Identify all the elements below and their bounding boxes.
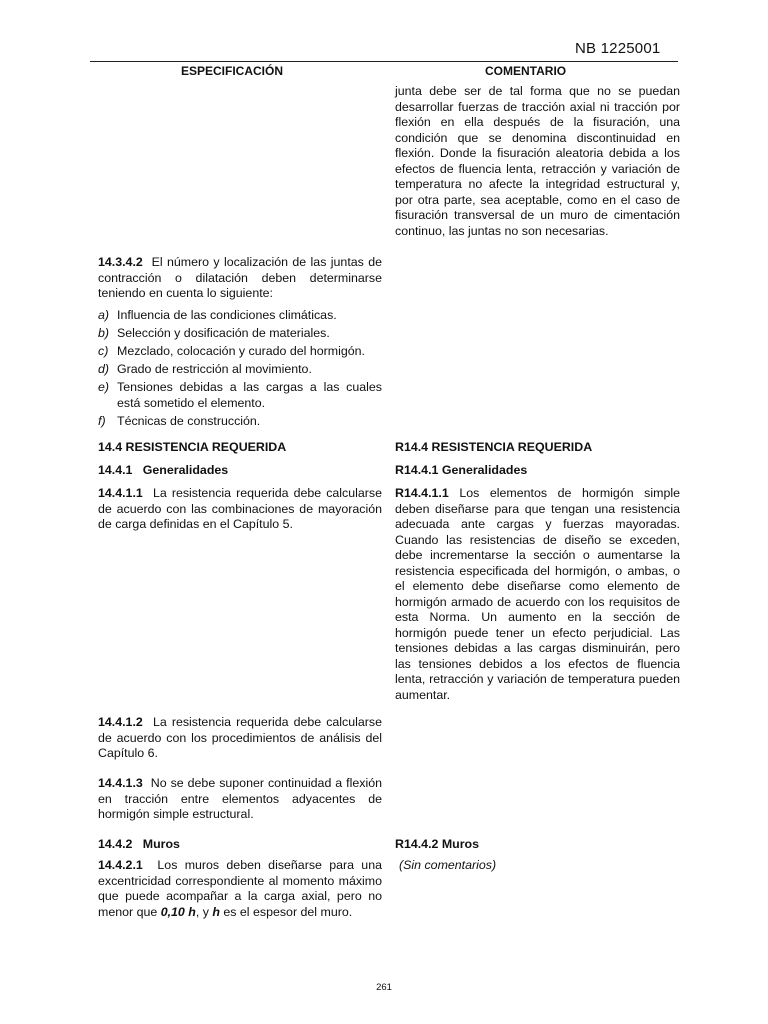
heading-14-4-2: 14.4.2 Muros: [98, 837, 180, 851]
section-text: El número y localización de las juntas de contracción o dilatación deben determinarse teniendo en cuenta lo siguiente:: [98, 255, 383, 300]
list-item-label: e): [98, 380, 110, 394]
section-text: , y: [195, 904, 213, 919]
heading-r14-4-2: R14.4.2 Muros: [395, 837, 480, 851]
section-14-4-1-2: [98, 715, 382, 762]
section-text: La resistencia requerida debe calcularse de acuerdo con los procedimientos de análisis del Capítulo 6.: [98, 715, 382, 760]
commentary-text: Los elementos de hormigón simple deben diseñarse para que tengan una resistencia adecuada ante cargas y fuerzas mayoradas. Cuando las resistencias de diseño se exceden, debe incrementarse la sección o aumentarse la resistencia especificada del hormigón, o ambas, o el elemento debe diseñarse como elemento de hormigón armado de acuerdo con los requisitos de esta Norma. Un aumento en la sección de hormigón puede tener un efecto perjudicial. Las tensiones debidas a las cargas disminuirán, pero las tensiones debidos a los efectos de fluencia lenta, retracción y variación de temperatura pueden aumentar.: [395, 486, 680, 702]
section-text: Los muros deben diseñarse para una excentricidad correspondiente al momento máximo que puede acompañar a la carga axial, pero no menor que: [98, 858, 382, 919]
heading-14-4-1: 14.4.1 Generalidades: [98, 463, 229, 477]
heading-14-4: 14.4 RESISTENCIA REQUERIDA: [98, 440, 287, 454]
section-number: 14.3.4.2: [98, 255, 143, 269]
list-item-text: Tensiones debidas a las cargas a las cuales está sometido el elemento.: [117, 380, 382, 410]
list-item-text: Grado de restricción al movimiento.: [117, 362, 312, 376]
list-item-text: Influencia de las condiciones climáticas.: [117, 308, 337, 322]
commentary-no-comments: (Sin comentarios): [399, 858, 497, 872]
section-14-4-1-1: [98, 486, 382, 533]
section-number: 14.4.1.3: [98, 776, 143, 790]
list-item-text: Mezclado, colocación y curado del hormigón.: [117, 344, 365, 358]
commentary-r14-4-1-1: [395, 486, 680, 703]
section-14-4-1-3: [98, 776, 382, 823]
list-item-label: c): [98, 344, 109, 358]
section-text: No se debe suponer continuidad a flexión en tracción entre elementos adyacentes de hormigón simple estructural.: [98, 776, 382, 821]
list-item-label: f): [98, 414, 106, 428]
list-item-text: Técnicas de construcción.: [117, 414, 261, 428]
section-number: 14.4.2.1: [98, 858, 143, 872]
section-text: es el espesor del muro.: [219, 904, 353, 919]
eccentricity-value: 0,10 h: [160, 904, 196, 919]
thickness-variable: h: [212, 904, 220, 919]
column-header-specification: ESPECIFICACIÓN: [181, 64, 284, 78]
list-item-label: a): [98, 308, 110, 322]
commentary-number: R14.4.1.1: [395, 486, 449, 500]
commentary-continuation: junta debe ser de tal forma que no se puedan desarrollar fuerzas de tracción axial ni tracción por flexión en ella después de la fisuración, una condición que se denomina discontinuidad en flexión. Donde la fisuración aleatoria debida a los efectos de fluencia lenta, retracción y variación de temperatura no afecte la integridad estructural y, por otra parte, sea aceptable, como en el caso de fisuración transversal de un muro de cimentación continuo, las juntas no son necesarias.: [395, 84, 680, 238]
heading-r14-4: R14.4 RESISTENCIA REQUERIDA: [395, 440, 593, 454]
header-rule: [90, 61, 678, 62]
column-header-commentary: COMENTARIO: [485, 64, 567, 78]
page-number: 261: [376, 982, 392, 993]
section-14-3-4-2: [98, 255, 382, 302]
section-number: 14.4.1.2: [98, 715, 143, 729]
section-number: 14.4.1.1: [98, 486, 143, 500]
section-14-4-2-1: [98, 858, 382, 920]
list-item-text: Selección y dosificación de materiales.: [117, 326, 330, 340]
list-item-label: b): [98, 326, 110, 340]
list-item-label: d): [98, 362, 110, 376]
document-code: NB 1225001: [575, 40, 661, 57]
heading-r14-4-1: R14.4.1 Generalidades: [395, 463, 528, 477]
section-text: La resistencia requerida debe calcularse de acuerdo con las combinaciones de mayoración de carga definidas en el Capítulo 5.: [98, 486, 382, 531]
